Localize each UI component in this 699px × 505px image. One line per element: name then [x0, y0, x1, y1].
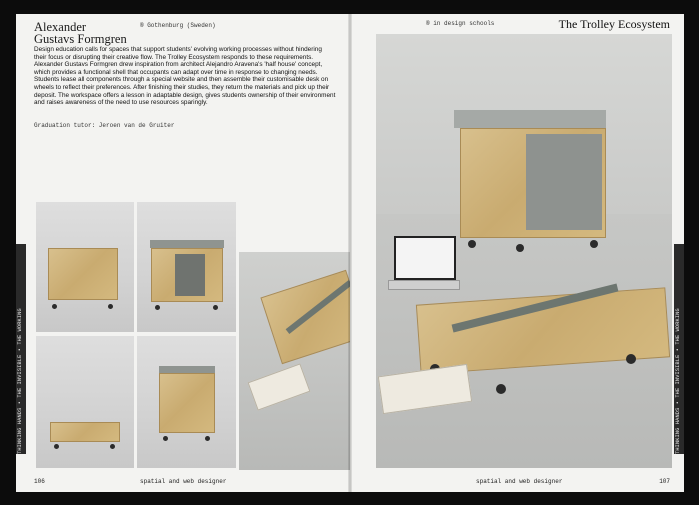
magazine-spread — [16, 14, 684, 492]
left-page — [16, 14, 350, 492]
right-footer: spatial and web designer — [476, 478, 563, 485]
left-page-number: 106 — [34, 478, 45, 485]
right-sidebar-text: THINKING HANDS • THE INVISIBLE • THE WORKING — [675, 308, 681, 454]
graduation-tutor: Graduation tutor: Jeroen van de Gruiter — [34, 122, 175, 129]
spine-gutter — [348, 14, 352, 492]
left-sidebar-tab — [16, 244, 26, 454]
photo-flat-pack — [36, 336, 134, 468]
photo-trolley-closed — [36, 202, 134, 332]
photo-components-left — [239, 252, 350, 470]
author-name — [34, 21, 127, 45]
left-sidebar-text: THINKING HANDS • THE INVISIBLE • THE WORKING — [17, 308, 23, 454]
article-body: Design education calls for spaces that support students' evolving working processes without hindering their focus or disrupting their creative flow. The Trolley Ecosystem responds to these requirements. Alexander Gustavs Formgren drew inspiration from architect Alejandro Aravena's 'half house' concept, which provides a functional shell that occupants can adapt over time in response to changing needs. Students lease all components through a special website and then assemble their customisable desk on wheels to reflect their preferences. After finishing their studies, they return the materials and pick up their deposit. The workspace offers a lesson in adaptable design, gives students ownership of their environment and raises awareness of the need to use resources sparingly. — [34, 46, 336, 107]
section-label: ® in design schools — [426, 20, 495, 27]
author-last-name: Gustavs Formgren — [34, 32, 127, 46]
left-footer: spatial and web designer — [140, 478, 227, 485]
photo-trolley-open — [137, 202, 236, 332]
author-first-name: Alexander — [34, 20, 87, 34]
photo-main-trolley — [376, 34, 672, 468]
right-sidebar-tab — [674, 244, 684, 454]
photo-desk-unit — [137, 336, 236, 468]
right-page-number: 107 — [659, 478, 670, 485]
project-title: The Trolley Ecosystem — [558, 17, 670, 31]
location-label: ® Gothenburg (Sweden) — [140, 22, 216, 29]
right-page — [350, 14, 684, 492]
